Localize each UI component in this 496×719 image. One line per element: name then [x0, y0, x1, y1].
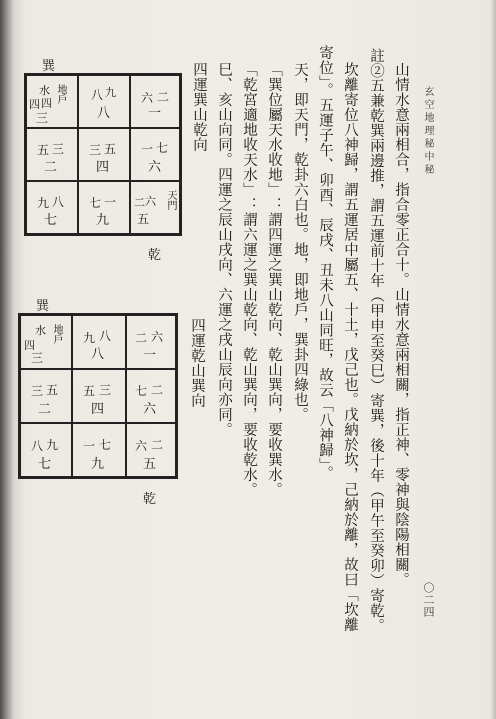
chart2-cell-6-a: 七: [135, 384, 148, 398]
chart1-cell-6-b: 七: [156, 141, 169, 155]
chart1-cell-9-b: 六: [145, 195, 156, 208]
body-column-2: 註②五兼乾巽兩邊推，謂五運前十年（甲申至癸巳）寄巽，後十年（甲午至癸卯）寄乾。: [368, 48, 384, 633]
body-column-3: 坎離寄位八神歸，謂五運居中屬五、十土，戊己也。戊納於坎，己納於離，故曰「坎離: [342, 62, 358, 632]
chart1-cell-4-b: 三: [52, 142, 65, 156]
chart1-cell-4: [26, 128, 78, 181]
chart1-top-label: 巽: [42, 59, 56, 74]
running-header-title: 玄空地理秘中秘: [422, 86, 433, 177]
chart1-cell-1-b: 四: [41, 97, 52, 110]
chart1-cell-2-a: 八: [91, 88, 104, 102]
chart1-cell-2-c: 八: [97, 106, 111, 121]
chart2-cell-4-c: 二: [38, 402, 52, 417]
chart1-heaven-gate: 天門: [165, 190, 176, 210]
body-column-4: 寄位」。五運子午、卯酉、辰戌、丑未八山同旺，故云「八神歸」。: [317, 45, 333, 481]
chart2-cell-4: [20, 369, 72, 423]
chart1-cell-2: [78, 75, 130, 128]
chart2-cell-4-a: 三: [31, 384, 44, 398]
chart2-cell-5: [72, 369, 126, 423]
chart1-cell-7-c: 七: [44, 213, 58, 228]
chart1-cell-7: [26, 181, 78, 234]
chart2-cell-6-c: 六: [143, 402, 157, 417]
chart2-cell-9-c: 五: [143, 457, 157, 472]
chart2-cell-8: [72, 423, 126, 477]
chart2-cell-7: [20, 423, 72, 477]
chart1-cell-8-b: 一: [104, 195, 117, 209]
chart2-cell-3: [126, 315, 176, 369]
chart1-cell-1: [26, 75, 78, 128]
chart2-cell-3-b: 六: [151, 330, 164, 344]
chart1-cell-4-c: 二: [44, 160, 58, 175]
chart1-cell-3: [130, 75, 180, 128]
chart1-cell-8-a: 七: [89, 196, 102, 210]
chart1-cell-5: [78, 128, 130, 181]
chart1-cell-1-c: 三: [36, 111, 49, 125]
chart1-cell-6-a: 一: [141, 142, 154, 156]
chart1-cell-9: [130, 181, 180, 234]
chart1-caption: 四運巽山乾向: [191, 62, 207, 152]
chart2-cell-2: [72, 315, 126, 369]
chart1-cell-1-a: 四: [29, 98, 40, 111]
chart2-bottom-label: 乾: [143, 492, 157, 507]
chart2-cell-1-a: 四: [24, 339, 35, 352]
chart1-cell-9-a: 二: [134, 196, 145, 209]
chart1-cell-7-b: 八: [52, 195, 65, 209]
chart2-cell-7-b: 九: [46, 438, 59, 452]
chart1-cell-6: [130, 128, 180, 181]
chart1-cell-3-b: 二: [157, 90, 170, 104]
chart2-cell-7-c: 七: [38, 457, 52, 472]
chart2-cell-1: [20, 315, 72, 369]
chart2-top-label: 巽: [36, 299, 50, 314]
chart1-cell-3-c: 一: [148, 106, 162, 121]
chart2-caption: 四運乾山巽向: [189, 318, 205, 408]
body-column-6: 「巽位屬天水收地」：謂四運之巽山乾向、乾山巽向，要收巽水。: [266, 62, 282, 497]
chart1-cell-8-c: 九: [96, 213, 110, 228]
chart2-cell-6-b: 二: [151, 383, 164, 397]
chart2-cell-9: [126, 423, 176, 477]
chart1-bottom-label: 乾: [148, 248, 162, 263]
chart1-cell-8: [78, 181, 130, 234]
chart1-cell-7-a: 九: [37, 196, 50, 210]
chart2-grid: [18, 313, 178, 479]
chart2-cell-8-a: 一: [83, 439, 96, 453]
body-column-5: 天，即天門，乾卦六白也。地，即地戶，巽卦四綠也。: [292, 62, 308, 422]
page-number: 〇二四: [422, 582, 435, 618]
body-column-7: 「乾宮適地收天水」：謂六運之巽山乾向、乾山巽向，要收乾水。: [241, 62, 257, 497]
chart1-water-mark: 水: [39, 84, 50, 97]
body-column-8: 巳、亥山向同。四運之辰山戌向、六運之戌山辰向亦同。: [216, 62, 232, 437]
chart1-cell-6-c: 六: [148, 160, 162, 175]
chart2-cell-1-c: 三: [31, 351, 44, 365]
chart1-cell-9-c: 五: [137, 212, 150, 226]
chart2-cell-8-c: 九: [91, 457, 105, 472]
chart2-cell-9-b: 二: [151, 438, 164, 452]
chart2-cell-2-a: 九: [83, 331, 96, 345]
chart1-cell-4-a: 五: [37, 143, 50, 157]
chart2-cell-6: [126, 369, 176, 423]
chart2-earth-gate: 地戶: [51, 324, 62, 344]
chart2-cell-7-a: 八: [31, 439, 44, 453]
chart1-cell-2-b: 九: [105, 86, 116, 99]
chart2-water-mark: 水: [35, 324, 46, 337]
chart2-cell-5-c: 四: [91, 402, 105, 417]
chart2-cell-8-b: 七: [99, 438, 112, 452]
chart1-cell-5-c: 四: [96, 160, 110, 175]
chart1-cell-5-b: 五: [104, 142, 117, 156]
chart2-cell-2-c: 八: [91, 347, 105, 362]
body-column-1: 山情水意兩相合，指合零正合十。山情水意兩相關，指正神、零神與陰陽相關。: [393, 62, 409, 587]
chart2-cell-3-c: 一: [143, 348, 157, 363]
chart2-cell-3-a: 二: [135, 331, 148, 345]
chart2-cell-9-a: 六: [135, 439, 148, 453]
chart1-earth-gate: 地戶: [55, 84, 66, 104]
chart1-cell-5-a: 三: [89, 143, 102, 157]
chart1-cell-3-a: 六: [141, 91, 154, 105]
chart2-cell-5-a: 五: [83, 384, 96, 398]
chart2-cell-5-b: 三: [99, 383, 112, 397]
chart2-cell-4-b: 五: [46, 383, 59, 397]
page-edge-shadow: [490, 0, 496, 719]
chart1-grid: [24, 73, 182, 236]
chart2-cell-2-b: 八: [99, 329, 112, 343]
